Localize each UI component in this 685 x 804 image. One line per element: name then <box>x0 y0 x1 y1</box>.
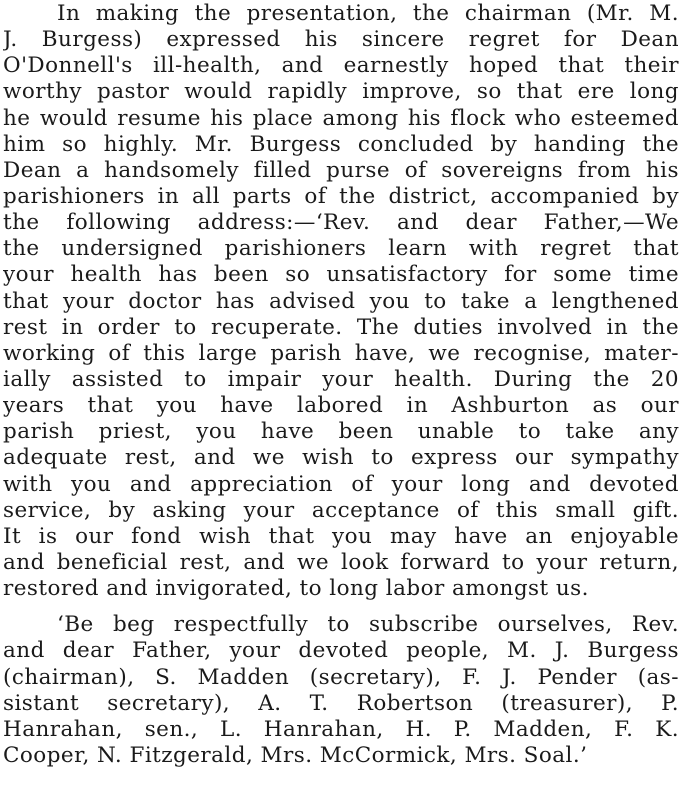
text-line: the undersigned parishioners learn with regret that <box>3 236 679 262</box>
text-line: and dear Father, your devoted people, M. J. Burgess <box>3 638 679 664</box>
text-line: service, by asking your acceptance of this small gift. <box>3 497 679 523</box>
text-line: (chairman), S. Madden (secretary), F. J. Pender (as- <box>3 664 679 690</box>
text-line: the following address:—‘Rev. and dear Father,—We <box>3 210 679 236</box>
text-line: working of this large parish have, we recognise, mater- <box>3 340 679 366</box>
text-line: sistant secretary), A. T. Robertson (treasurer), P. <box>3 690 679 716</box>
text-line: rest in order to recuperate. The duties involved in the <box>3 314 679 340</box>
text-line: he would resume his place among his flock who esteemed <box>3 105 679 131</box>
text-line: ially assisted to impair your health. During the 20 <box>3 366 679 392</box>
text-line: J. Burgess) expressed his sincere regret for Dean <box>3 27 679 53</box>
presentation-paragraph <box>3 0 679 602</box>
text-line: O'Donnell's ill-health, and earnestly hoped that their <box>3 53 679 79</box>
text-line: In making the presentation, the chairman (Mr. M. <box>57 1 679 26</box>
text-line: your health has been so unsatisfactory for some time <box>3 262 679 288</box>
text-line: adequate rest, and we wish to express our sympathy <box>3 445 679 471</box>
text-line: worthy pastor would rapidly improve, so that ere long <box>3 79 679 105</box>
signatories-paragraph <box>3 612 679 769</box>
text-line: parish priest, you have been unable to take any <box>3 419 679 445</box>
text-line: with you and appreciation of your long and devoted <box>3 471 679 497</box>
text-line: that your doctor has advised you to take a lengthened <box>3 288 679 314</box>
text-line: Cooper, N. Fitzgerald, Mrs. McCormick, Mrs. Soal.’ <box>3 742 588 768</box>
text-line: years that you have labored in Ashburton as our <box>3 393 679 419</box>
text-line: restored and invigorated, to long labor amongst us. <box>3 576 589 602</box>
text-line: ‘Be beg respectfully to subscribe ourselves, Rev. <box>57 612 679 638</box>
text-line: Hanrahan, sen., L. Hanrahan, H. P. Madden, F. K. <box>3 716 679 742</box>
text-line: and beneficial rest, and we look forward to your return, <box>3 549 679 575</box>
text-line: him so highly. Mr. Burgess concluded by handing the <box>3 131 679 157</box>
text-line: It is our fond wish that you may have an enjoyable <box>3 523 679 549</box>
text-line: parishioners in all parts of the district, accompanied by <box>3 183 679 209</box>
text-line: Dean a handsomely filled purse of sovereigns from his <box>3 157 679 183</box>
